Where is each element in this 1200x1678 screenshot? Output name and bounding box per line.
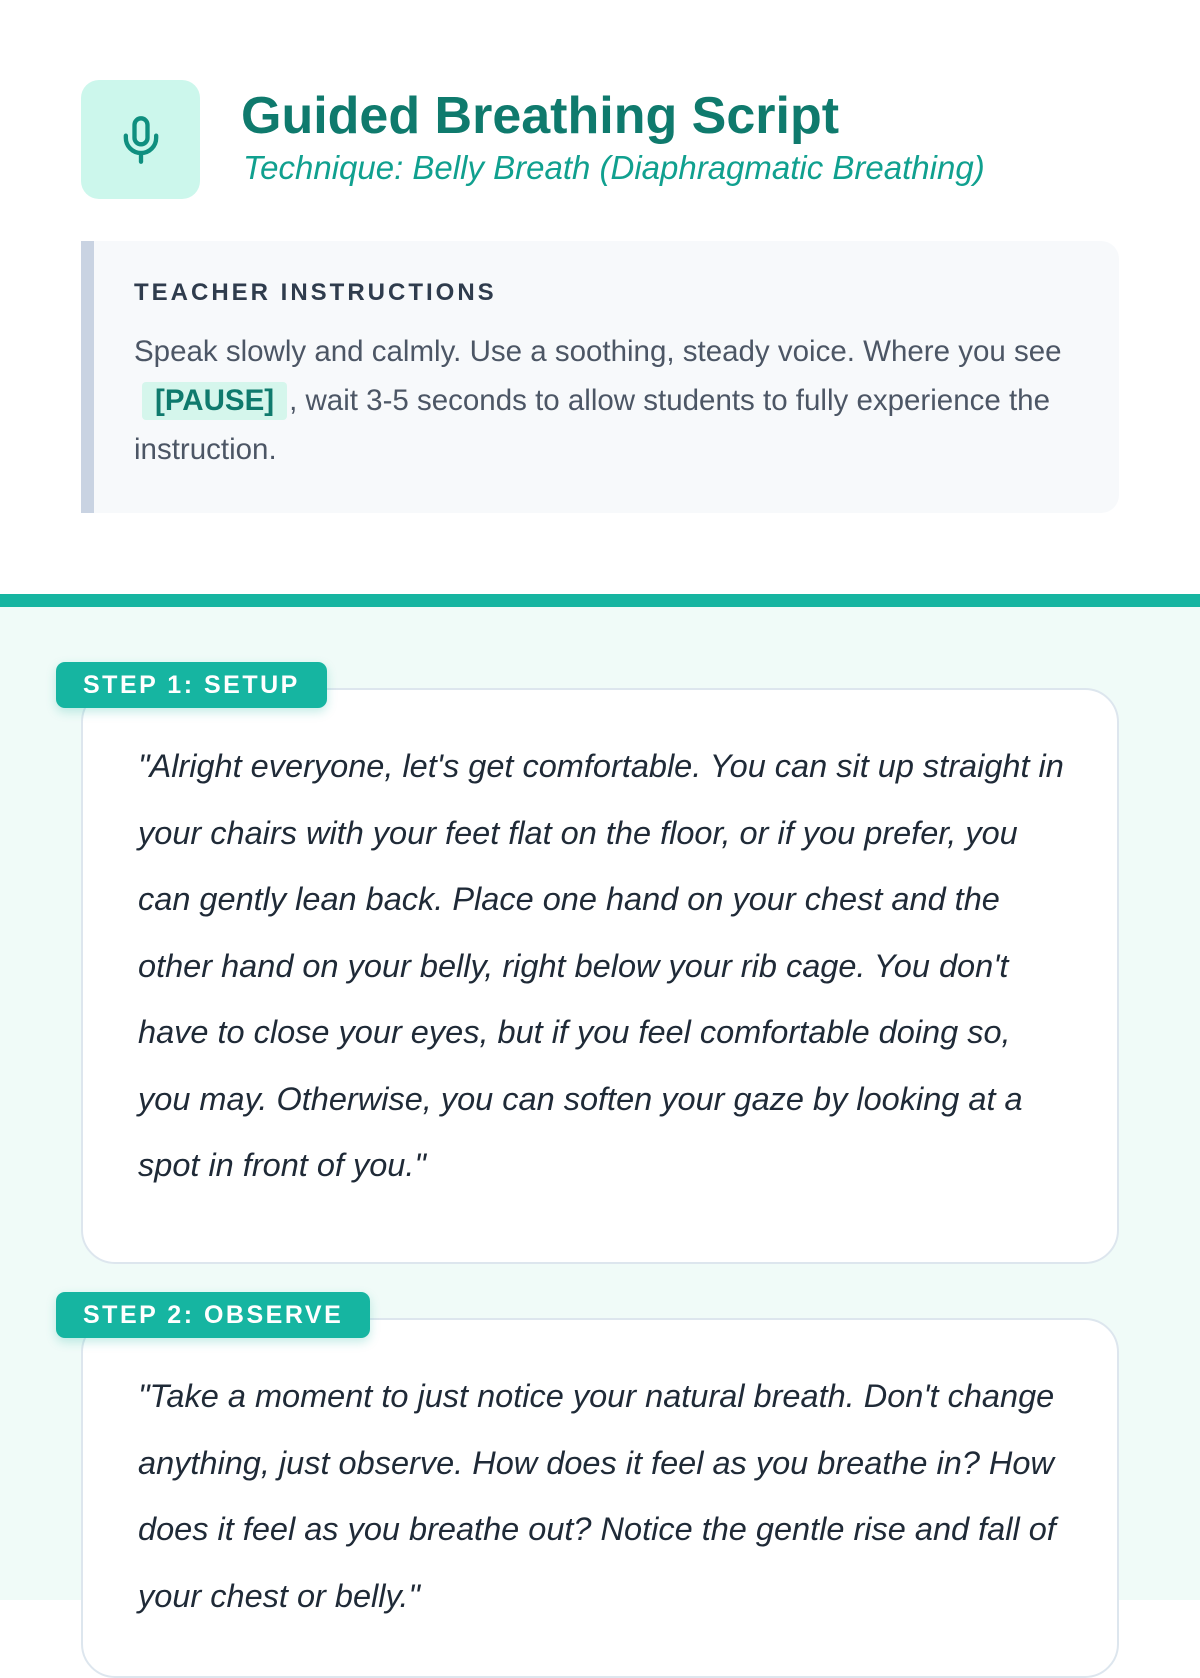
technique-subtitle: Technique: Belly Breath (Diaphragmatic Breathing)	[243, 149, 985, 186]
section-divider	[0, 594, 1200, 607]
step-2-card	[81, 1318, 1119, 1678]
teacher-instructions-box	[81, 241, 1119, 513]
step-1-card	[81, 688, 1119, 1264]
microphone-icon-tile	[81, 80, 200, 199]
script-header	[81, 80, 1121, 200]
step-1-script: "Alright everyone, let's get comfortable. You can sit up straight in your chairs with your feet flat on the floor, or if you prefer, you can gently lean back. Place one hand on your chest and the other hand on your belly, right below your rib cage. You don't have to close your eyes, but if you feel comfortable doing so, you may. Otherwise, you can soften your gaze by looking at a spot in front of you."	[138, 748, 1064, 1183]
pause-tag: [PAUSE]	[142, 382, 287, 420]
page-title: Guided Breathing Script	[241, 87, 840, 145]
instructions-text-before: Speak slowly and calmly. Use a soothing, steady voice. Where you see	[134, 335, 1062, 368]
step-1-badge: STEP 1: SETUP	[56, 662, 327, 708]
instructions-text	[134, 327, 1094, 474]
step-2-script: "Take a moment to just notice your natural breath. Don't change anything, just observe. How does it feel as you breathe in? How does it feel as you breathe out? Notice the gentle rise and fall of your chest or belly."	[138, 1378, 1056, 1614]
instructions-text-after: , wait 3-5 seconds to allow students to fully experience the instruction.	[134, 384, 1050, 466]
instructions-heading: TEACHER INSTRUCTIONS	[134, 279, 497, 306]
microphone-icon	[115, 114, 167, 166]
step-2-badge: STEP 2: OBSERVE	[56, 1292, 370, 1338]
